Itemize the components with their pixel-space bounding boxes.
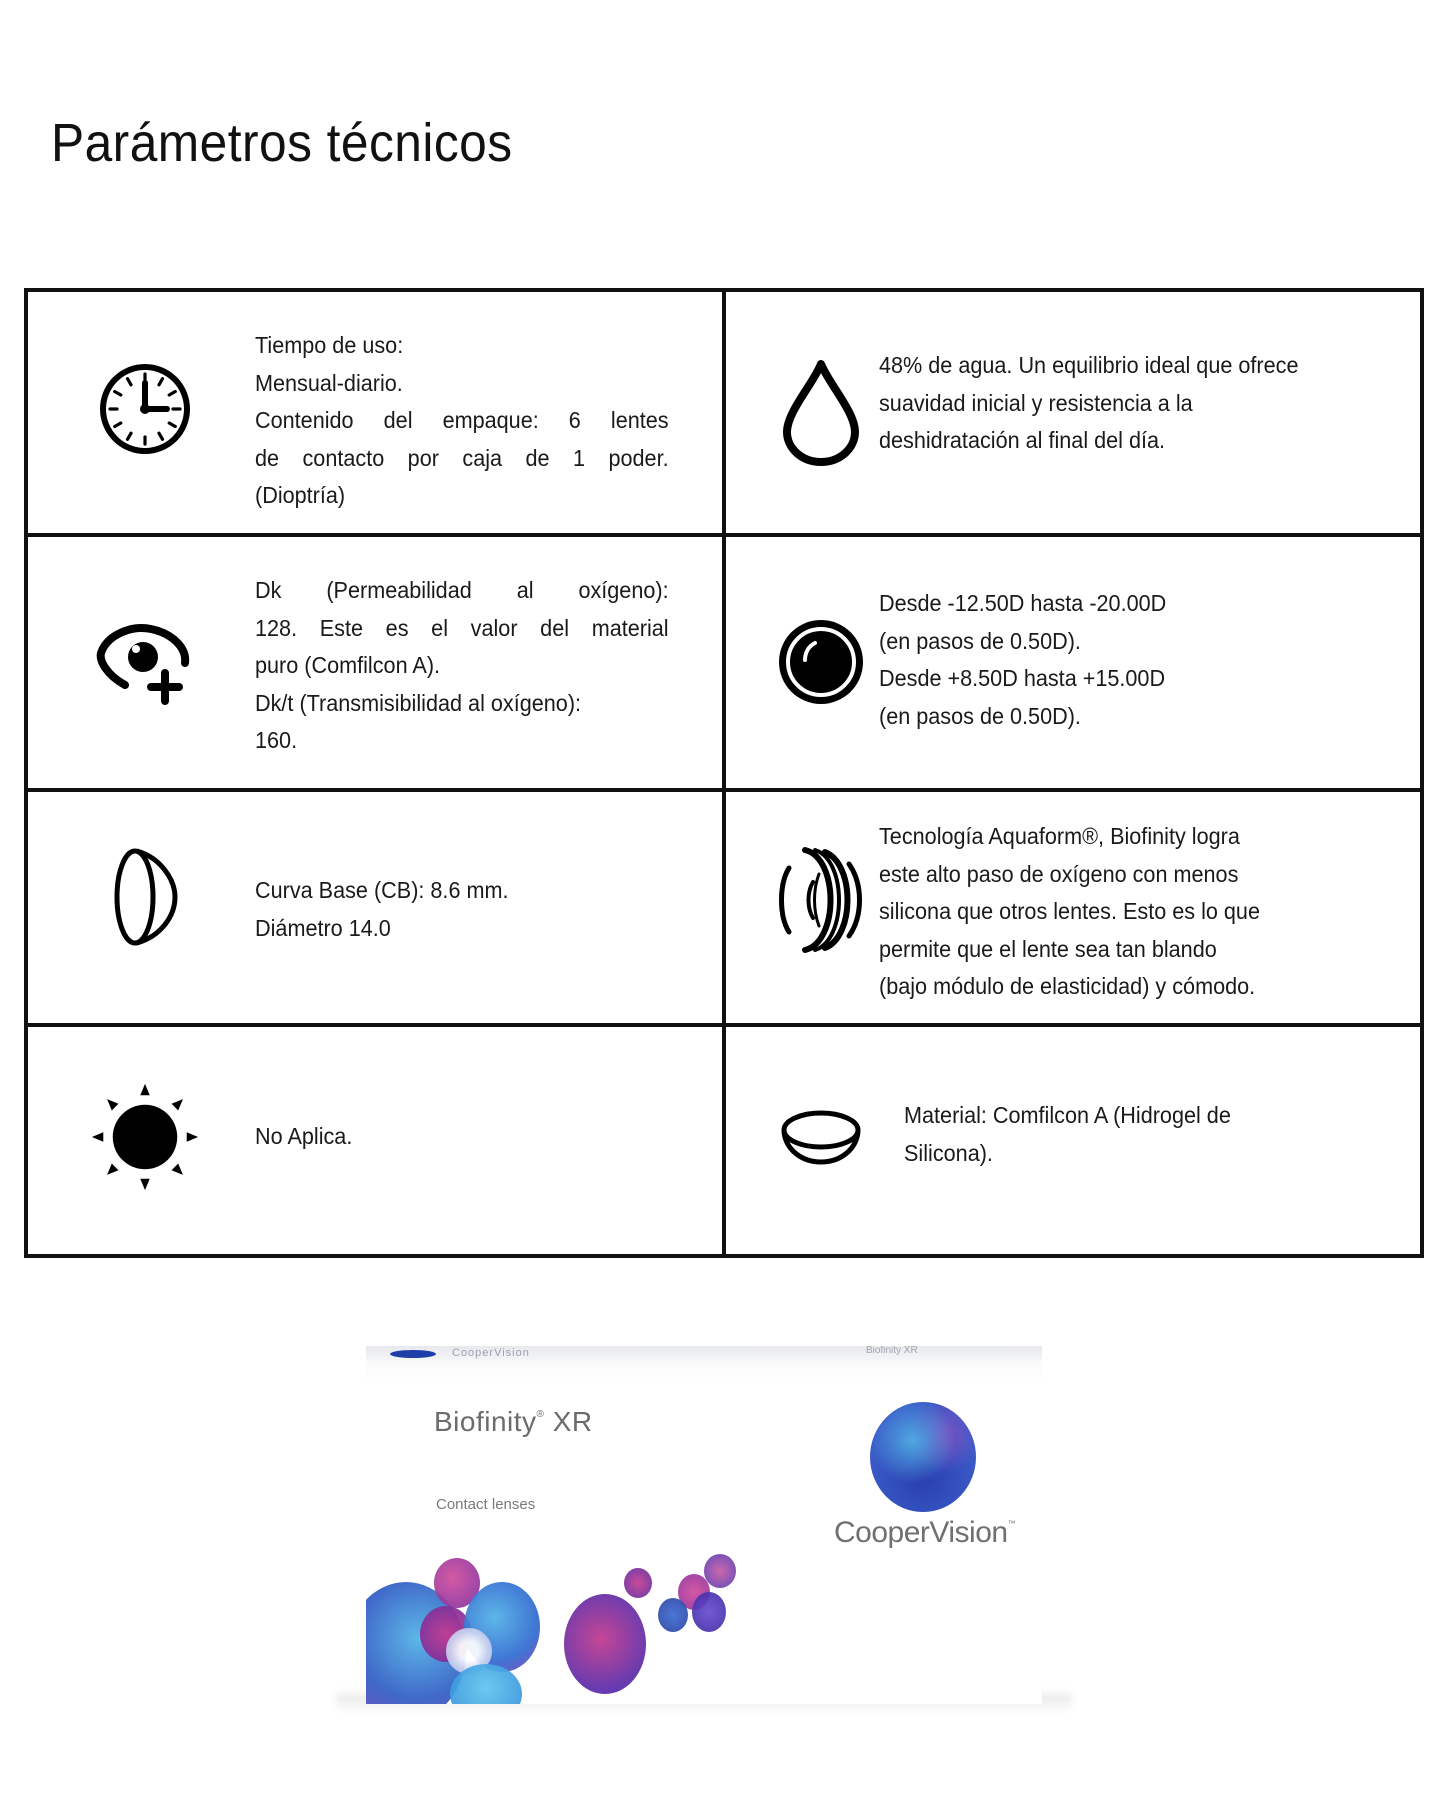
strip-product-text: Biofinity XR xyxy=(866,1346,918,1356)
contact-lens-bowl-icon xyxy=(766,1097,876,1177)
lens-side-view-icon xyxy=(90,842,200,952)
param-line: Dk (Permeabilidad al oxígeno): xyxy=(255,577,669,603)
clock-icon xyxy=(90,354,200,464)
sun-uv-icon xyxy=(90,1077,200,1197)
bubble-decoration xyxy=(692,1592,726,1632)
param-text xyxy=(879,585,1387,735)
param-line: 48% de agua. Un equilibrio ideal que ofrece xyxy=(879,352,1299,378)
page-title: Parámetros técnicos xyxy=(51,113,513,173)
bubble-decoration xyxy=(658,1598,688,1632)
param-line: 128. Este es el valor del material xyxy=(255,614,669,641)
bubble-decoration xyxy=(624,1568,652,1598)
param-text xyxy=(904,1097,1412,1172)
product-box xyxy=(366,1346,1042,1704)
maker-name: CooperVision xyxy=(834,1516,1008,1549)
param-line: 160. xyxy=(255,727,298,753)
param-line: (Dioptría) xyxy=(255,482,346,508)
param-text xyxy=(255,572,669,760)
param-line: Tecnología Aquaform®, Biofinity logra xyxy=(879,823,1240,849)
param-line: suavidad inicial y resistencia a la xyxy=(879,389,1193,416)
product-subtitle: Contact lenses xyxy=(436,1496,536,1513)
param-line: Material: Comfilcon A (Hidrogel de xyxy=(904,1102,1231,1128)
aquaform-waves-icon xyxy=(766,840,876,960)
param-line: (en pasos de 0.50D). xyxy=(879,702,1081,729)
bubble-decoration xyxy=(704,1554,736,1588)
param-line: de contacto por caja de 1 poder. xyxy=(255,444,669,471)
param-line: este alto paso de oxígeno con menos xyxy=(879,860,1239,887)
strip-brand-text: CooperVision xyxy=(452,1347,530,1359)
product-name xyxy=(434,1406,593,1438)
param-line: No Aplica. xyxy=(255,1123,353,1149)
param-cell-wear-time xyxy=(28,292,726,537)
param-cell-material xyxy=(726,1027,1420,1254)
param-line: (bajo módulo de elasticidad) y cómodo. xyxy=(879,973,1256,999)
param-cell-uv-protection xyxy=(28,1027,726,1254)
param-line: deshidratación al final del día. xyxy=(879,427,1166,453)
param-text xyxy=(879,347,1387,460)
param-text xyxy=(255,1118,669,1156)
param-line: Contenido del empaque: 6 lentes xyxy=(255,407,669,433)
eye-plus-icon xyxy=(90,607,200,717)
param-line: Desde +8.50D hasta +15.00D xyxy=(879,665,1166,691)
param-text xyxy=(255,327,669,515)
param-cell-oxygen-permeability xyxy=(28,537,726,792)
coopervision-logo-icon xyxy=(870,1402,976,1512)
box-top-strip xyxy=(366,1346,1042,1360)
param-line: Dk/t (Transmisibilidad al oxígeno): xyxy=(255,689,582,716)
param-line: puro (Comfilcon A). xyxy=(255,652,441,678)
param-line: Desde -12.50D hasta -20.00D xyxy=(879,590,1167,616)
param-line: (en pasos de 0.50D). xyxy=(879,627,1081,654)
param-line: Silicona). xyxy=(904,1139,993,1166)
param-text xyxy=(255,872,669,947)
bubble-decoration xyxy=(564,1594,646,1694)
water-drop-icon xyxy=(766,352,876,472)
param-cell-base-curve xyxy=(28,792,726,1027)
param-cell-water-content xyxy=(726,292,1420,537)
param-cell-power-range xyxy=(726,537,1420,792)
param-text xyxy=(879,818,1387,1006)
param-line: Mensual-diario. xyxy=(255,369,403,396)
product-variant: XR xyxy=(552,1406,593,1437)
param-line: Tiempo de uso: xyxy=(255,332,404,358)
product-box-image xyxy=(366,1346,1042,1704)
maker-logo-text xyxy=(834,1516,1015,1550)
param-cell-aquaform-technology xyxy=(726,792,1420,1027)
param-line: permite que el lente sea tan blando xyxy=(879,935,1217,962)
lens-pupil-icon xyxy=(766,607,876,717)
param-line: silicona que otros lentes. Esto es lo que xyxy=(879,898,1260,924)
coopervision-strip-logo-icon xyxy=(390,1350,436,1358)
param-line: Diámetro 14.0 xyxy=(255,914,391,941)
trademark-mark: ™ xyxy=(1007,1519,1016,1528)
param-line: Curva Base (CB): 8.6 mm. xyxy=(255,877,509,903)
technical-parameters-table xyxy=(24,288,1424,1258)
registered-mark: ® xyxy=(536,1409,545,1420)
product-brand: Biofinity xyxy=(434,1406,537,1437)
